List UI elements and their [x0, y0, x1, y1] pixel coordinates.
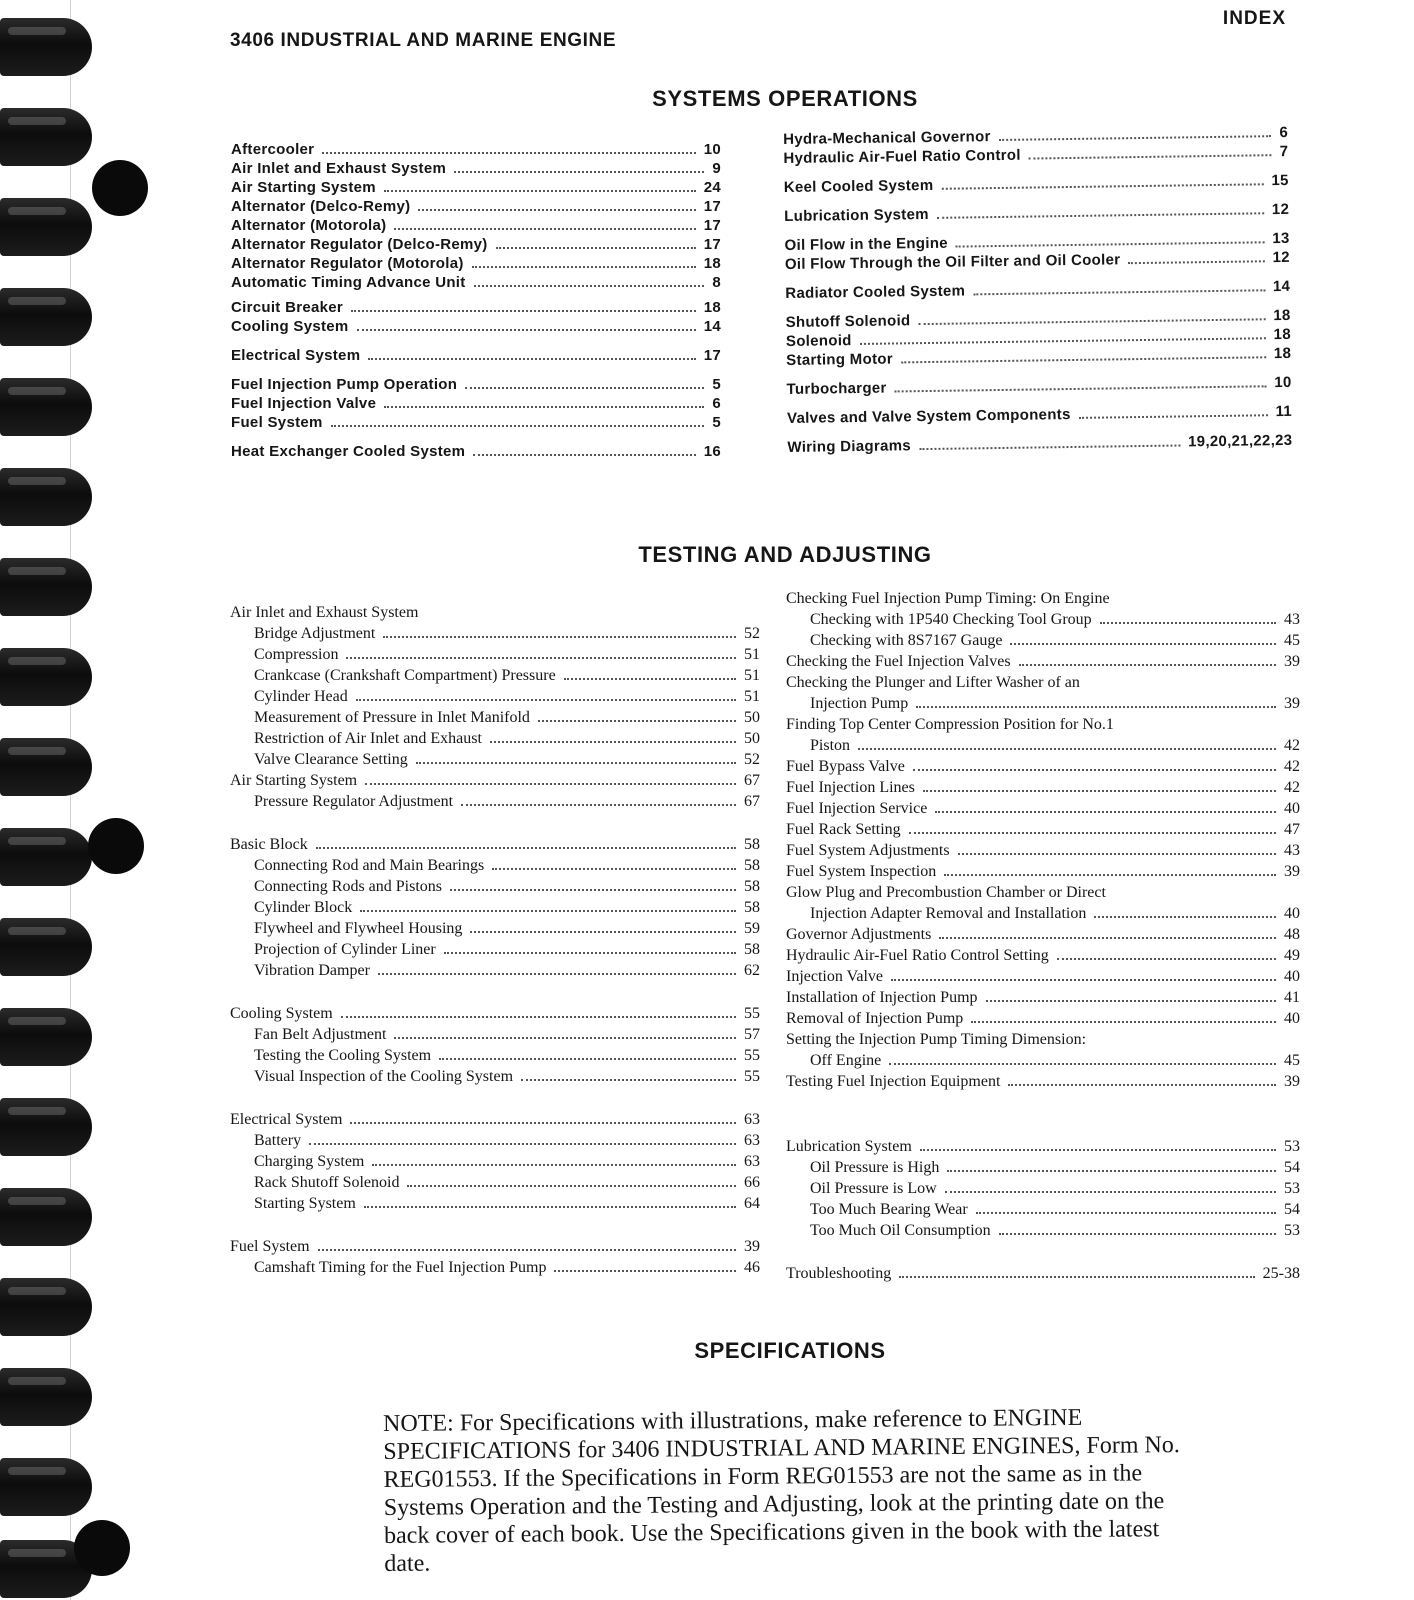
binding-ring	[0, 738, 92, 796]
systems-operations-right-column	[783, 123, 1293, 457]
index-entry: Hydraulic Air-Fuel Ratio Control Setting 49	[786, 947, 1300, 964]
index-entry: Heat Exchanger Cooled System 16	[231, 443, 721, 460]
index-entry: Fuel System Adjustments 43	[786, 842, 1300, 859]
index-entry: Testing the Cooling System 55	[254, 1047, 760, 1064]
index-entry: Air Inlet and Exhaust System	[230, 604, 419, 621]
index-entry: Checking with 8S7167 Gauge 45	[810, 632, 1300, 649]
index-entry: Fuel System Inspection 39	[786, 863, 1300, 880]
index-entry: Projection of Cylinder Liner 58	[254, 941, 760, 958]
index-entry: Measurement of Pressure in Inlet Manifold 50	[254, 709, 760, 726]
index-entry: Radiator Cooled System 14	[785, 277, 1291, 302]
index-entry: Finding Top Center Compression Position for No.1	[786, 716, 1114, 733]
index-entry: Fuel System 39	[230, 1238, 760, 1255]
index-entry: Keel Cooled System 15	[783, 171, 1289, 196]
specifications-note: NOTE: For Specifications with illustrations, make reference to ENGINE SPECIFICATIONS for 3406 INDUSTRIAL AND MARINE ENGINES, Form No. REG01553. If the Specifications in Form REG01553 are not the same as in the Systems Operation and the Testing and Adjusting, look at the printing date on the back cover of each book. Use the Specifications given in the book with the latest date.	[383, 1404, 1180, 1577]
binding-ring	[0, 1278, 92, 1336]
index-entry: Air Inlet and Exhaust System 9	[231, 160, 721, 177]
index-entry: Battery 63	[254, 1132, 760, 1149]
index-entry: Rack Shutoff Solenoid 66	[254, 1174, 760, 1191]
binding-ring	[0, 18, 92, 76]
index-entry: Starting System 64	[254, 1195, 760, 1212]
binding-ring	[0, 648, 92, 706]
binding-ring	[0, 1188, 92, 1246]
binding-ring	[0, 1098, 92, 1156]
index-entry: Fuel Bypass Valve 42	[786, 758, 1300, 775]
index-entry: Turbocharger 10	[786, 373, 1292, 398]
index-entry: Oil Flow in the Engine 13	[784, 229, 1290, 254]
systems-operations-heading: SYSTEMS OPERATIONS	[652, 86, 918, 111]
index-entry: Air Starting System 67	[230, 772, 760, 789]
index-entry: Bridge Adjustment 52	[254, 625, 760, 642]
index-entry: Alternator (Delco-Remy) 17	[231, 198, 721, 215]
punch-hole	[74, 1520, 130, 1576]
index-entry: Hydra-Mechanical Governor 6	[783, 123, 1289, 148]
binding-ring	[0, 828, 92, 886]
index-entry: Setting the Injection Pump Timing Dimension:	[786, 1031, 1087, 1048]
index-entry: Cooling System 14	[231, 318, 721, 335]
binding-ring	[0, 1368, 92, 1426]
index-entry: Checking Fuel Injection Pump Timing: On Engine	[786, 590, 1110, 607]
page-header-title: 3406 INDUSTRIAL AND MARINE ENGINE	[230, 30, 617, 51]
page-section-label: INDEX	[1222, 8, 1286, 29]
index-entry: Installation of Injection Pump 41	[786, 989, 1300, 1006]
index-entry: Starting Motor 18	[786, 344, 1292, 369]
index-entry: Removal of Injection Pump 40	[786, 1010, 1300, 1027]
index-entry: Pressure Regulator Adjustment 67	[254, 793, 760, 810]
index-entry: Fuel Injection Service 40	[786, 800, 1300, 817]
index-entry: Oil Pressure is Low 53	[810, 1180, 1300, 1197]
testing-adjusting-right-column	[786, 588, 1300, 1284]
index-entry: Visual Inspection of the Cooling System 55	[254, 1068, 760, 1085]
index-entry: Vibration Damper 62	[254, 962, 760, 979]
index-entry: Restriction of Air Inlet and Exhaust 50	[254, 730, 760, 747]
index-entry: Alternator (Motorola) 17	[231, 217, 721, 234]
index-entry: Flywheel and Flywheel Housing 59	[254, 920, 760, 937]
index-entry: Connecting Rods and Pistons 58	[254, 878, 760, 895]
index-entry: Electrical System 17	[231, 347, 721, 364]
index-entry: Alternator Regulator (Motorola) 18	[231, 255, 721, 272]
index-entry: Fuel Injection Lines 42	[786, 779, 1300, 796]
index-entry: Crankcase (Crankshaft Compartment) Pressure 51	[254, 667, 760, 684]
index-entry: Charging System 63	[254, 1153, 760, 1170]
index-entry: Testing Fuel Injection Equipment 39	[786, 1073, 1300, 1090]
index-entry: Fuel Rack Setting 47	[786, 821, 1300, 838]
index-entry: Too Much Oil Consumption 53	[810, 1222, 1300, 1239]
punch-hole	[88, 818, 144, 874]
index-entry: Circuit Breaker 18	[231, 299, 721, 316]
index-entry: Compression 51	[254, 646, 760, 663]
index-entry: Cooling System 55	[230, 1005, 760, 1022]
index-entry: Fuel Injection Valve 6	[231, 395, 721, 412]
index-entry: Oil Flow Through the Oil Filter and Oil Cooler 12	[784, 248, 1290, 273]
punch-hole	[92, 160, 148, 216]
index-entry: Checking the Plunger and Lifter Washer of an	[786, 674, 1080, 691]
binding-ring	[0, 288, 92, 346]
index-entry: Fuel System 5	[231, 414, 721, 431]
index-entry: Lubrication System 12	[784, 200, 1290, 225]
index-entry: Injection Valve 40	[786, 968, 1300, 985]
index-entry: Cylinder Head 51	[254, 688, 760, 705]
index-entry: Checking the Fuel Injection Valves 39	[786, 653, 1300, 670]
specifications-heading: SPECIFICATIONS	[694, 1338, 886, 1363]
binding-ring	[0, 198, 92, 256]
index-entry: Wiring Diagrams 19,20,21,22,23	[787, 431, 1293, 456]
index-entry: Checking with 1P540 Checking Tool Group 43	[810, 611, 1300, 628]
index-entry: Electrical System 63	[230, 1111, 760, 1128]
index-entry: Lubrication System 53	[786, 1138, 1300, 1155]
index-entry: Basic Block 58	[230, 836, 760, 853]
index-entry: Automatic Timing Advance Unit 8	[231, 274, 721, 291]
binding-ring	[0, 918, 92, 976]
index-entry: Solenoid 18	[785, 325, 1292, 350]
index-entry: Injection Pump 39	[810, 695, 1300, 712]
index-entry: Shutoff Solenoid 18	[785, 306, 1291, 331]
index-entry: Troubleshooting 25-38	[786, 1265, 1300, 1282]
index-entry: Fan Belt Adjustment 57	[254, 1026, 760, 1043]
binding-ring	[0, 108, 92, 166]
index-entry: Camshaft Timing for the Fuel Injection Pump 46	[254, 1259, 760, 1276]
index-entry: Oil Pressure is High 54	[810, 1159, 1300, 1176]
index-entry: Connecting Rod and Main Bearings 58	[254, 857, 760, 874]
systems-operations-left-column	[231, 140, 721, 461]
testing-adjusting-heading: TESTING AND ADJUSTING	[638, 542, 932, 567]
binding-ring	[0, 468, 92, 526]
index-entry: Valves and Valve System Components 11	[786, 402, 1293, 427]
index-entry: Injection Adapter Removal and Installation 40	[810, 905, 1300, 922]
index-entry: Hydraulic Air-Fuel Ratio Control 7	[783, 142, 1289, 167]
index-entry: Fuel Injection Pump Operation 5	[231, 376, 721, 393]
index-entry: Cylinder Block 58	[254, 899, 760, 916]
index-entry: Piston 42	[810, 737, 1300, 754]
binding-ring	[0, 1458, 92, 1516]
index-entry: Air Starting System 24	[231, 179, 721, 196]
index-entry: Governor Adjustments 48	[786, 926, 1300, 943]
binding-ring	[0, 1008, 92, 1066]
index-entry: Glow Plug and Precombustion Chamber or Direct	[786, 884, 1106, 901]
binding-ring	[0, 378, 92, 436]
index-entry: Valve Clearance Setting 52	[254, 751, 760, 768]
index-entry: Too Much Bearing Wear 54	[810, 1201, 1300, 1218]
index-entry: Alternator Regulator (Delco-Remy) 17	[231, 236, 721, 253]
index-entry: Off Engine 45	[810, 1052, 1300, 1069]
testing-adjusting-left-column	[230, 602, 760, 1278]
index-entry: Aftercooler 10	[231, 141, 721, 158]
